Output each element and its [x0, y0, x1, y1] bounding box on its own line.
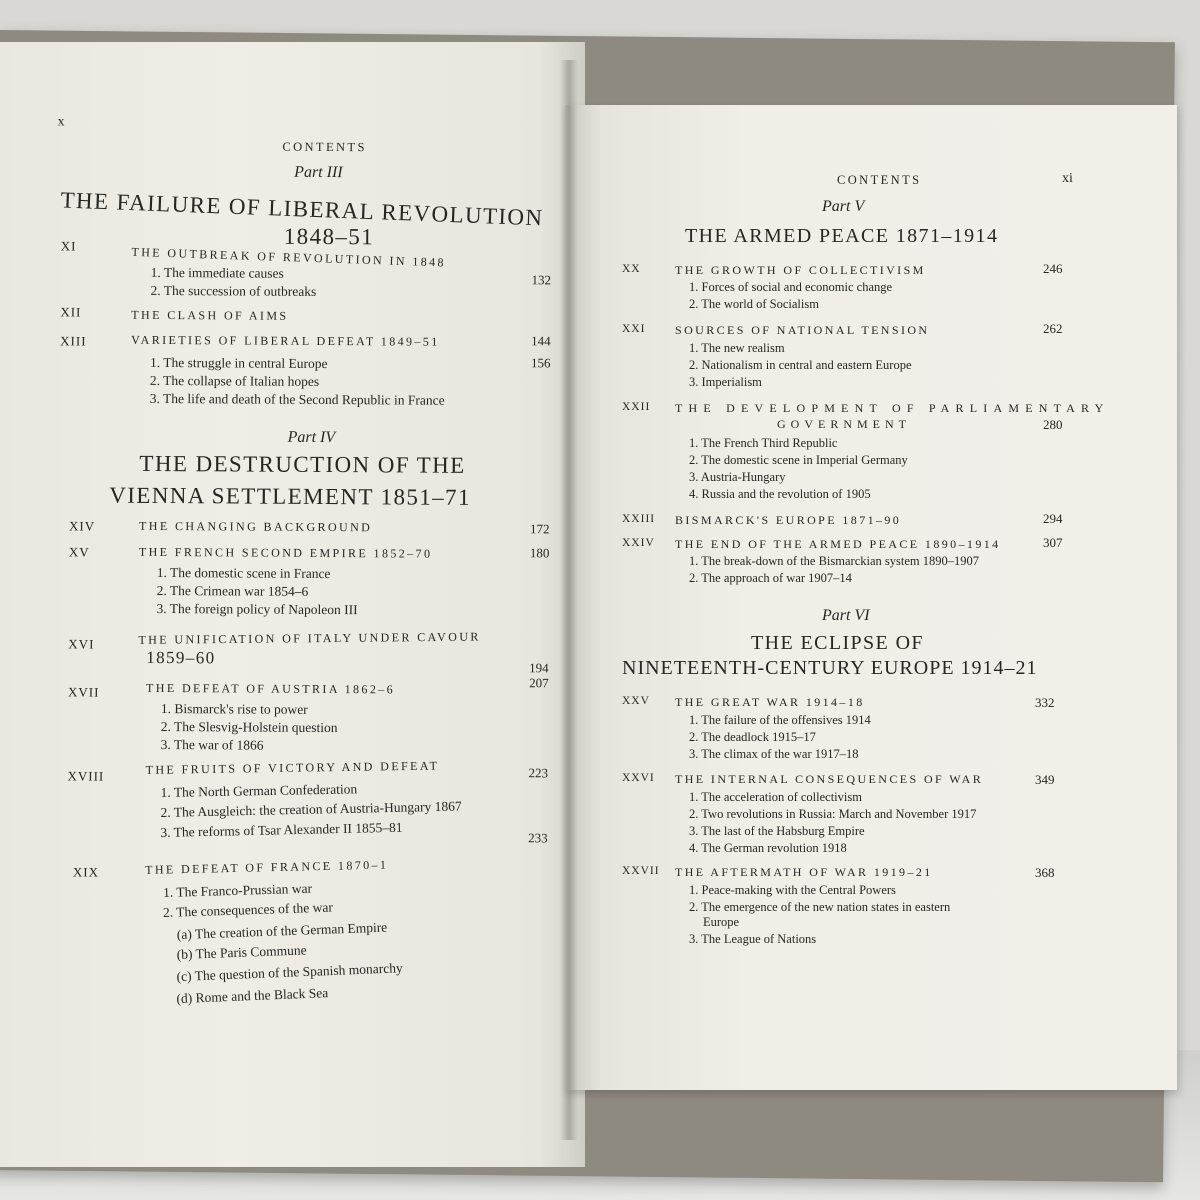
subsection: 3. The League of Nations [689, 932, 817, 946]
subsection: 3. The climax of the war 1917–18 [689, 747, 859, 761]
chapter-page: 262 [1043, 321, 1063, 336]
sub-subsection: (a) The creation of the German Empire [176, 919, 388, 943]
chapter-title: THE UNIFICATION OF ITALY UNDER CAVOUR [138, 629, 481, 647]
chapter-number: XXIV [622, 537, 655, 549]
chapter-title: THE FRENCH SECOND EMPIRE 1852–70 [138, 544, 433, 561]
chapter-number: XXV [622, 695, 650, 707]
chapter-title: THE GREAT WAR 1914–18 [675, 695, 865, 709]
subsection: 2. The emergence of the new nation states in eastern [689, 900, 951, 914]
chapter-page: 368 [1035, 865, 1055, 880]
subsection: 3. The war of 1866 [160, 736, 264, 753]
chapter-number: XXII [622, 401, 651, 413]
sub-subsection: (b) The Paris Commune [176, 942, 307, 963]
subsection: 1. The break-down of the Bismarckian system 1890–1907 [689, 554, 979, 568]
subsection: 2. The Crimean war 1854–6 [156, 582, 309, 599]
part4-title-line1: THE DESTRUCTION OF THE [139, 450, 466, 478]
chapter-number: XIX [72, 864, 100, 880]
chapter-page: 194 [529, 660, 549, 676]
chapter-title: THE OUTBREAK OF REVOLUTION IN 1848 [131, 244, 447, 270]
chapter-number: XII [60, 304, 82, 320]
right-running-header: CONTENTS [837, 173, 922, 187]
subsection: 2. The world of Socialism [689, 297, 819, 311]
chapter-number: XXI [622, 323, 646, 335]
left-page-number: x [57, 114, 65, 130]
subsection: 3. Austria-Hungary [689, 470, 786, 484]
part6-title-line1: THE ECLIPSE OF [751, 632, 924, 654]
book-gutter [560, 60, 578, 1140]
subsection: 2. The consequences of the war [162, 899, 334, 921]
part5-label: Part V [822, 198, 865, 215]
chapter-number: XV [68, 544, 90, 560]
part5-title: THE ARMED PEACE 1871–1914 [685, 225, 999, 247]
chapter-title: SOURCES OF NATIONAL TENSION [675, 323, 930, 337]
chapter-title: THE END OF THE ARMED PEACE 1890–1914 [675, 537, 1001, 551]
chapter-number: XXVII [622, 865, 660, 877]
subsection: 1. The struggle in central Europe [149, 354, 328, 372]
chapter-number: XI [60, 238, 77, 254]
chapter-page: 172 [529, 521, 550, 537]
subsection: 2. The Slesvig-Holstein question [160, 718, 338, 736]
chapter-title: THE FRUITS OF VICTORY AND DEFEAT [145, 758, 440, 777]
chapter-page: 144 [531, 333, 551, 349]
subsection: 2. The approach of war 1907–14 [689, 571, 852, 585]
subsection: 4. The German revolution 1918 [689, 841, 847, 855]
chapter-title: THE DEVELOPMENT OF PARLIAMENTARY [675, 401, 1110, 415]
chapter-title: THE GROWTH OF COLLECTIVISM [675, 263, 926, 277]
chapter-page: 307 [1043, 535, 1063, 550]
chapter-number: XVII [67, 684, 100, 700]
subsection: 2. The succession of outbreaks [150, 282, 317, 299]
chapter-number: XVIII [67, 768, 105, 784]
chapter-title: BISMARCK'S EUROPE 1871–90 [675, 513, 902, 527]
subsection: 1. Peace-making with the Central Powers [689, 883, 896, 897]
part4-title-line2: VIENNA SETTLEMENT 1851–71 [109, 482, 471, 510]
chapter-title: THE CLASH OF AIMS [131, 307, 289, 323]
subsection: 1. The immediate causes [150, 264, 284, 281]
chapter-number: XXVI [622, 772, 655, 784]
chapter-title: THE INTERNAL CONSEQUENCES OF WAR [675, 772, 984, 786]
subsection: 1. The North German Confederation [160, 781, 358, 800]
subsection: 2. The collapse of Italian hopes [149, 372, 320, 389]
chapter-page: 180 [529, 545, 550, 561]
subsection: 1. The failure of the offensives 1914 [689, 713, 871, 727]
subsection: 1. Forces of social and economic change [689, 280, 893, 294]
part3-label: Part III [294, 163, 343, 182]
chapter-title: THE DEFEAT OF FRANCE 1870–1 [144, 857, 389, 877]
left-running-header: CONTENTS [282, 139, 367, 155]
chapter-number: XXIII [622, 513, 656, 525]
subsection: 2. Nationalism in central and eastern Europe [689, 358, 912, 372]
chapter-page: 233 [528, 830, 548, 846]
chapter-title-continued: GOVERNMENT [777, 417, 911, 431]
chapter-title: THE AFTERMATH OF WAR 1919–21 [675, 865, 933, 879]
subsection: 3. The life and death of the Second Republic in France [149, 390, 445, 408]
right-page-number: xi [1062, 171, 1073, 186]
subsection: 2. The deadlock 1915–17 [689, 730, 816, 744]
subsection: 3. The reforms of Tsar Alexander II 1855–81 [160, 819, 403, 840]
chapter-number: XX [622, 263, 641, 275]
chapter-page: 349 [1035, 772, 1055, 787]
chapter-page: 280 [1043, 417, 1063, 432]
subsection: 2. The domestic scene in Imperial Germany [689, 453, 908, 467]
part6-title-line2: NINETEENTH-CENTURY EUROPE 1914–21 [622, 657, 1038, 679]
part3-title: THE FAILURE OF LIBERAL REVOLUTION [60, 187, 544, 231]
chapter-page: 156 [531, 355, 551, 371]
subsection: 3. Imperialism [689, 375, 762, 389]
chapter-page: 132 [531, 272, 552, 288]
chapter-number: XVI [68, 636, 95, 652]
chapter-page: 246 [1043, 261, 1063, 276]
subsection: 1. Bismarck's rise to power [160, 700, 308, 717]
subsection: 1. The new realism [689, 341, 785, 355]
left-page [0, 42, 585, 1167]
part6-label: Part VI [822, 607, 870, 624]
subsection: 3. The last of the Habsburg Empire [689, 824, 865, 838]
subsection: 1. The domestic scene in France [156, 564, 331, 582]
subsection: 1. The French Third Republic [689, 436, 838, 450]
chapter-title: THE DEFEAT OF AUSTRIA 1862–6 [146, 680, 396, 697]
chapter-page: 223 [528, 765, 549, 781]
sub-subsection: (c) The question of the Spanish monarchy [176, 960, 403, 985]
chapter-page: 294 [1043, 511, 1063, 526]
subsection: 1. The acceleration of collectivism [689, 790, 862, 804]
chapter-number: XIII [60, 333, 87, 349]
subsection: 4. Russia and the revolution of 1905 [689, 487, 871, 501]
right-page [565, 105, 1177, 1090]
chapter-title: THE CHANGING BACKGROUND [139, 518, 373, 535]
sub-subsection: (d) Rome and the Black Sea [176, 985, 329, 1007]
part3-years: 1848–51 [283, 223, 375, 250]
chapter-page: 332 [1035, 695, 1055, 710]
part4-label: Part IV [287, 428, 336, 447]
chapter-number: XIV [68, 518, 96, 534]
subsection: 2. Two revolutions in Russia: March and November 1917 [689, 807, 977, 821]
subsection: 2. The Ausgleich: the creation of Austria-Hungary 1867 [160, 798, 462, 820]
chapter-page: 207 [529, 675, 549, 691]
chapter-title: VARIETIES OF LIBERAL DEFEAT 1849–51 [131, 332, 440, 349]
subsection: 3. The foreign policy of Napoleon III [156, 600, 358, 618]
subsection: 1. The Franco-Prussian war [162, 880, 313, 901]
chapter-title-continued: 1859–60 [146, 647, 216, 668]
subsection-continued: Europe [703, 915, 740, 929]
